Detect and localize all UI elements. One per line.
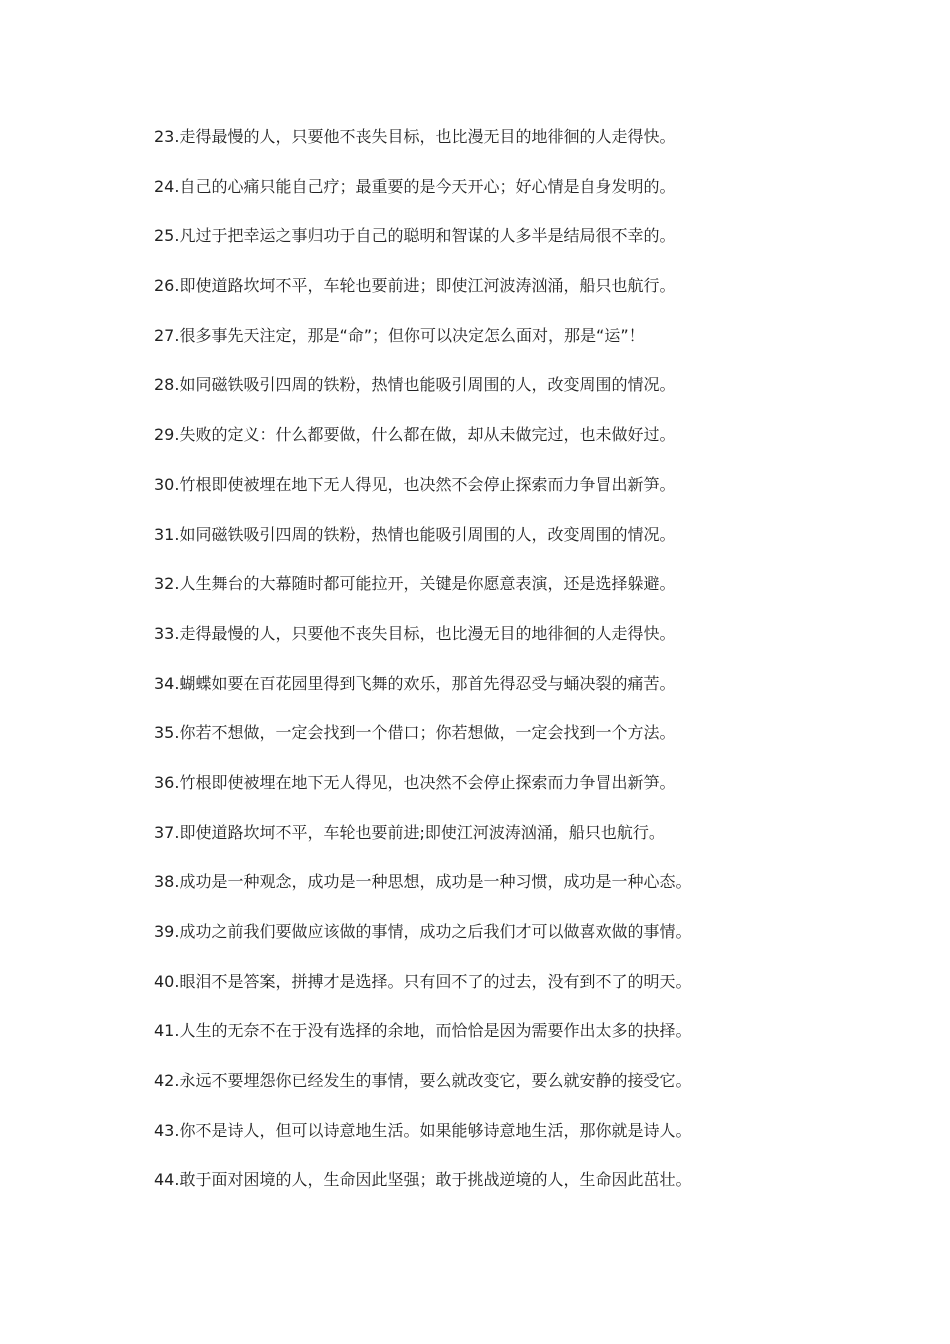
quote-line: 37.即使道路坎坷不平，车轮也要前进;即使江河波涛汹涌，船只也航行。 (154, 822, 665, 842)
quote-line: 27.很多事先天注定，那是“命”；但你可以决定怎么面对，那是“运”！ (154, 325, 645, 345)
quote-line: 43.你不是诗人，但可以诗意地生活。如果能够诗意地生活，那你就是诗人。 (154, 1120, 692, 1140)
quote-line: 26.即使道路坎坷不平，车轮也要前进；即使江河波涛汹涌，船只也航行。 (154, 276, 676, 296)
quote-line: 35.你若不想做，一定会找到一个借口；你若想做，一定会找到一个方法。 (154, 723, 676, 743)
quote-line: 23.走得最慢的人，只要他不丧失目标，也比漫无目的地徘徊的人走得快。 (154, 127, 676, 146)
quote-line: 25.凡过于把幸运之事归功于自己的聪明和智谋的人多半是结局很不幸的。 (154, 226, 676, 246)
quote-line: 40.眼泪不是答案，拼搏才是选择。只有回不了的过去，没有到不了的明天。 (154, 971, 692, 991)
quote-line: 33.走得最慢的人，只要他不丧失目标，也比漫无目的地徘徊的人走得快。 (154, 623, 676, 643)
quote-line: 32.人生舞台的大幕随时都可能拉开，关键是你愿意表演，还是选择躲避。 (154, 574, 676, 594)
quote-line: 42.永远不要埋怨你已经发生的事情，要么就改变它，要么就安静的接受它。 (154, 1071, 692, 1091)
quote-line: 31.如同磁铁吸引四周的铁粉，热情也能吸引周围的人，改变周围的情况。 (154, 524, 676, 544)
quote-line: 39.成功之前我们要做应该做的事情，成功之后我们才可以做喜欢做的事情。 (154, 922, 692, 941)
quote-line: 34.蝴蝶如要在百花园里得到飞舞的欢乐，那首先得忍受与蛹决裂的痛苦。 (154, 673, 676, 693)
quote-line: 24.自己的心痛只能自己疗；最重要的是今天开心；好心情是自身发明的。 (154, 176, 676, 196)
quote-line: 36.竹根即使被埋在地下无人得见，也决然不会停止探索而力争冒出新笋。 (154, 772, 676, 792)
quote-line: 41.人生的无奈不在于没有选择的余地，而恰恰是因为需要作出太多的抉择。 (154, 1021, 692, 1041)
quote-line: 28.如同磁铁吸引四周的铁粉，热情也能吸引周围的人，改变周围的情况。 (154, 375, 676, 395)
quote-line: 29.失败的定义：什么都要做，什么都在做，却从未做完过，也未做好过。 (154, 425, 676, 445)
quote-line: 30.竹根即使被埋在地下无人得见，也决然不会停止探索而力争冒出新笋。 (154, 474, 676, 494)
quote-line: 44.敢于面对困境的人，生命因此坚强；敢于挑战逆境的人，生命因此茁壮。 (154, 1170, 692, 1190)
quote-line: 38.成功是一种观念，成功是一种思想，成功是一种习惯，成功是一种心态。 (154, 872, 692, 892)
quote-list (154, 124, 774, 1217)
